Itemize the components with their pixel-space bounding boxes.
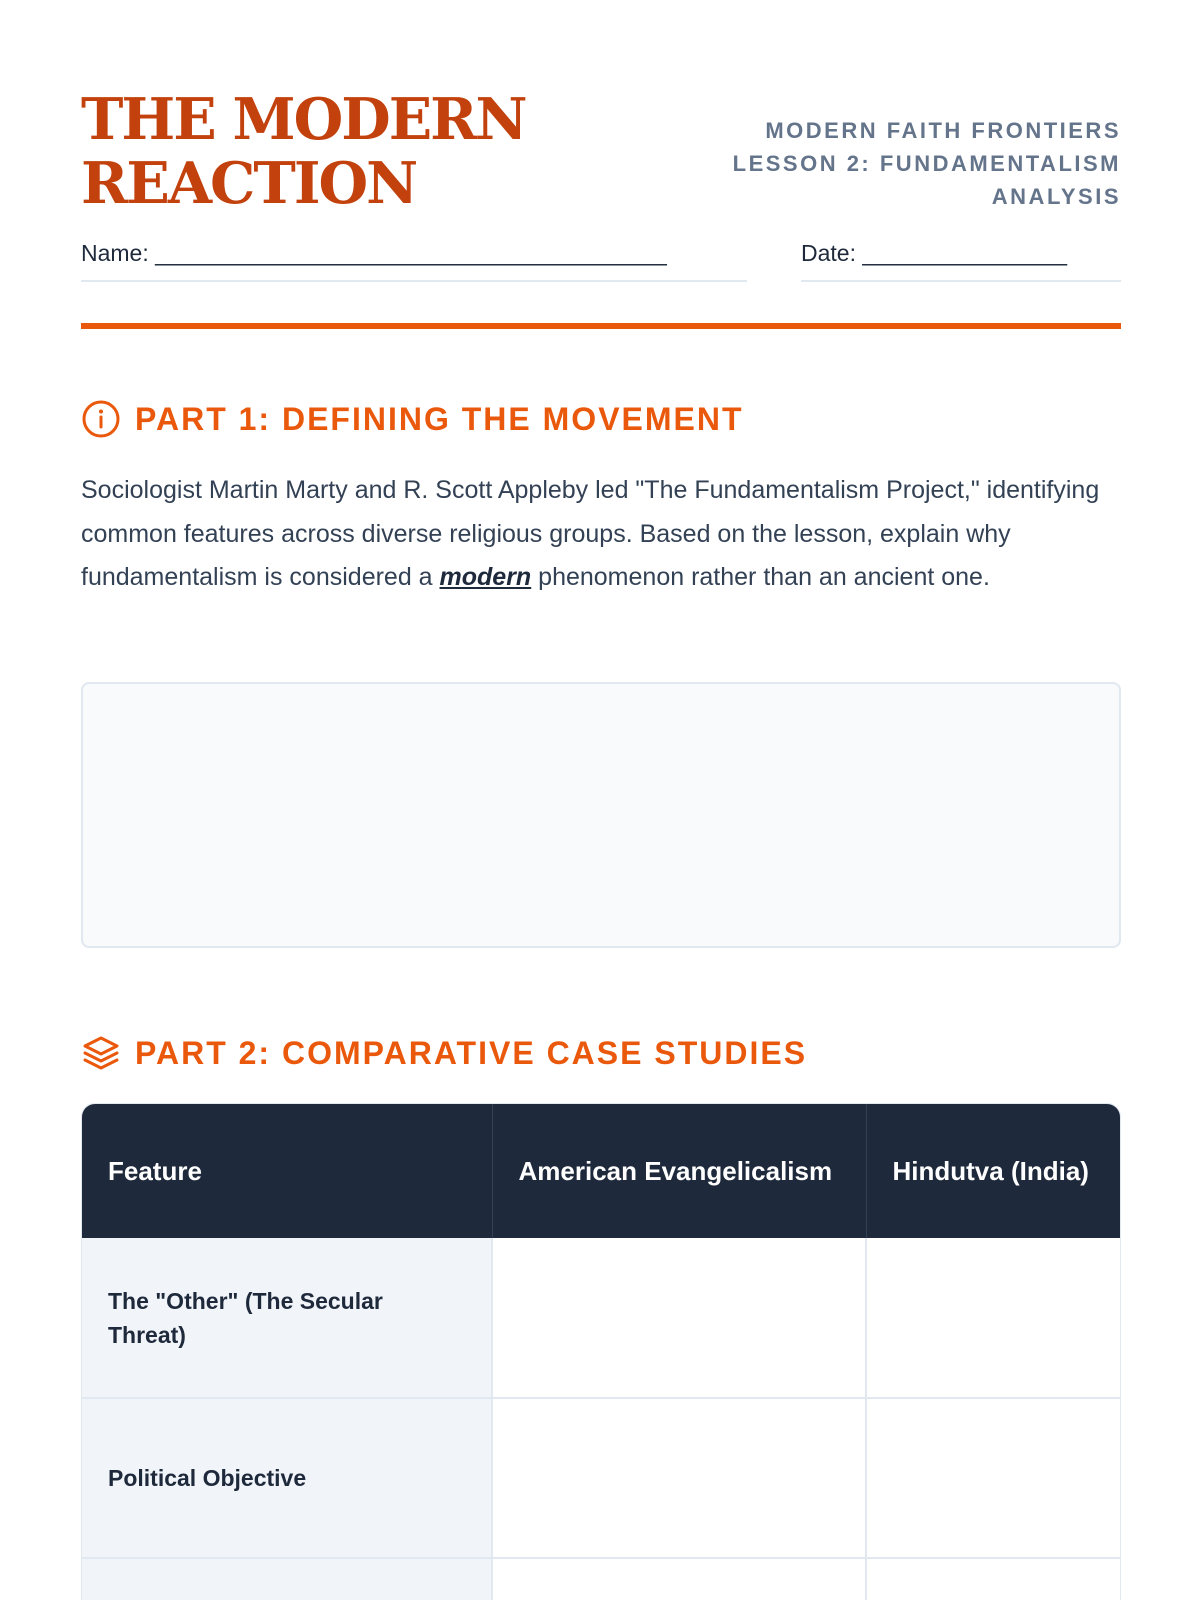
answer-cell[interactable] — [492, 1398, 866, 1558]
worksheet-page — [81, 0, 1121, 1600]
prompt-text-end: phenomenon rather than an ancient one. — [531, 563, 990, 591]
row-label-political-objective: Political Objective — [82, 1398, 492, 1558]
part1-title: PART 1: DEFINING THE MOVEMENT — [135, 400, 744, 437]
answer-cell[interactable] — [866, 1558, 1121, 1600]
course-info — [651, 114, 1121, 213]
row-label — [82, 1558, 492, 1600]
layers-icon — [81, 1033, 121, 1073]
part1-answer-box[interactable] — [81, 682, 1121, 948]
column-header-american-evangelicalism: American Evangelicalism — [492, 1104, 866, 1238]
row-label-secular-threat: The "Other" (The Secular Threat) — [82, 1238, 492, 1398]
prompt-text-start: Sociologist Martin Marty and R. Scott Appleby led "The Fundamentalism Project," identifying common features across diverse religious groups. Based on the lesson, explain why fundamentalism is considered a — [81, 476, 1100, 591]
course-name: MODERN FAITH FRONTIERS — [765, 118, 1121, 143]
title-line-2: REACTION — [81, 150, 417, 217]
info-circle-icon — [81, 399, 121, 439]
case-study-table — [81, 1103, 1121, 1600]
answer-cell[interactable] — [866, 1238, 1121, 1398]
column-header-hindutva: Hindutva (India) — [866, 1104, 1121, 1238]
part2-heading — [81, 1031, 807, 1075]
lesson-name: LESSON 2: FUNDAMENTALISM — [732, 151, 1121, 176]
header-divider — [81, 323, 1121, 329]
table-row — [82, 1558, 1121, 1600]
answer-cell[interactable] — [492, 1558, 866, 1600]
part2-title: PART 2: COMPARATIVE CASE STUDIES — [135, 1034, 808, 1071]
lesson-name-cont: ANALYSIS — [991, 184, 1121, 209]
table-header-row — [82, 1104, 1121, 1238]
name-field[interactable]: Name: ________________________________________ — [81, 240, 747, 282]
part1-prompt — [81, 469, 1121, 600]
date-field[interactable]: Date: ________________ — [801, 240, 1121, 282]
answer-cell[interactable] — [492, 1238, 866, 1398]
worksheet-header — [81, 88, 1121, 228]
part1-heading — [81, 397, 744, 441]
table-row — [82, 1398, 1121, 1558]
answer-cell[interactable] — [866, 1398, 1121, 1558]
table-row — [82, 1238, 1121, 1398]
prompt-emphasis: modern — [439, 563, 532, 591]
title-line-1: THE MODERN — [81, 86, 526, 153]
page-title — [81, 88, 641, 216]
column-header-feature: Feature — [82, 1104, 492, 1238]
